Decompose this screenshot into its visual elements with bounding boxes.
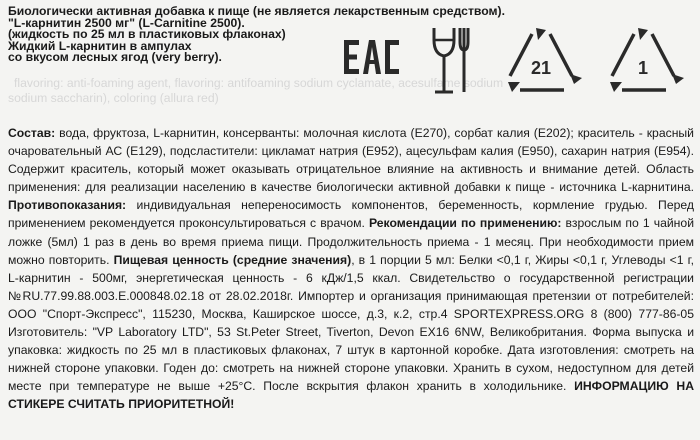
product-title: [8, 4, 505, 65]
recycle-1-icon: [600, 24, 686, 100]
composition-text: вода, фруктоза, L-карнитин, консерванты: молочная кислота (Е270), сорбат калия (Е202); краситель - красный очаровательный АС (Е129), подсластители: цикламат натрия (Е952), ацесульфам калия (Е950), сахарин натрия (Е954). Содержит краситель, который может оказывать отрицательное влияние на активность и внимание детей. Область применения: для реализации населению в качестве биологически активной добавки к пище - источника L-карнитина.: [8, 126, 694, 195]
ghost-line: sodium saccharin), coloring (allura red): [8, 90, 219, 105]
contraindications-label: Противопоказания:: [8, 198, 127, 213]
recommendations-label: Рекомендации по применению:: [368, 216, 562, 231]
faded-background-text: [8, 76, 698, 116]
recycle-21-icon: [498, 24, 584, 100]
title-line: Биологически активная добавка к пище (не является лекарственным средством).: [8, 4, 505, 18]
label-body-text: [8, 124, 694, 414]
recycle-21-code: 21: [530, 58, 552, 78]
eac-mark-icon: [344, 38, 400, 78]
label-header: [0, 0, 700, 118]
recycle-1-code: 1: [637, 58, 649, 78]
contraindications-text: индивидуальная непереносимость компонентов, беременность, кормление грудью. Перед применением рекомендуется проконсультироваться с врачом.: [8, 198, 694, 231]
ghost-line: flavoring: anti-foaming agent, flavoring: antifoaming sodium cyclamate, acesulfame sodium: [14, 76, 504, 90]
title-line: (жидкость по 25 мл в пластиковых флаконах): [8, 27, 286, 42]
title-line: "L-карнитин 2500 мг" (L-Carnitine 2500).: [8, 15, 245, 30]
title-line: со вкусом лесных ягод (very berry).: [8, 50, 222, 65]
title-line: Жидкий L-карнитин в ампулах: [8, 38, 192, 53]
priority-notice: ИНФОРМАЦИЮ НА СТИКЕРЕ СЧИТАТЬ ПРИОРИТЕТНОЙ!: [8, 379, 694, 412]
label-paragraph: [8, 124, 694, 414]
recommendations-text: взрослым по 1 чайной ложке (5мл) 1 раз в день во время приема пищи. Продолжительность приема - 1 месяц. При необходимости прием можно повторить.: [8, 216, 695, 267]
nutrition-text: , в 1 порции 5 мл: Белки <0,1 г, Жиры <0,1 г, Углеводы <1 г, L-карнитин - 500мг, энергетическая ценность - 6 кДж/1,5 ккал. Свидетельство о государственной регистрации №RU.77.99.88.003.Е.000848.02.18 от 28.02.2018г. Импортер и организация принимающая претензии от потребителей: ООО "Спорт-Экспресс", 115230, Москва, Каширское шоссе, д.3, к.2, стр.4 SPORTEXPRESS.ORG 8 (800) 777-86-05 Изготовитель: "VP Laboratory LTD", 53 St.Peter Street, Tiverton, Devon EX16 6NW, Великобритания. Форма выпуска и упаковка: жидкость по 25 мл в пластиковых флаконах, 7 штук в картонной коробке. Дата изготовления: смотреть на нижней стороне упаковки. Годен до: смотреть на нижней стороне упаковки. Хранить в сухом, недоступном для детей месте при температуре не выше +25°С. После вскрытия флакон хранить в холодильнике.: [8, 252, 694, 394]
nutrition-label: Пищевая ценность (средние значения): [113, 252, 352, 267]
eac-mark-text: EAC: [344, 38, 347, 39]
glass-fork-icon: [430, 22, 474, 98]
composition-label: Состав:: [8, 126, 56, 140]
